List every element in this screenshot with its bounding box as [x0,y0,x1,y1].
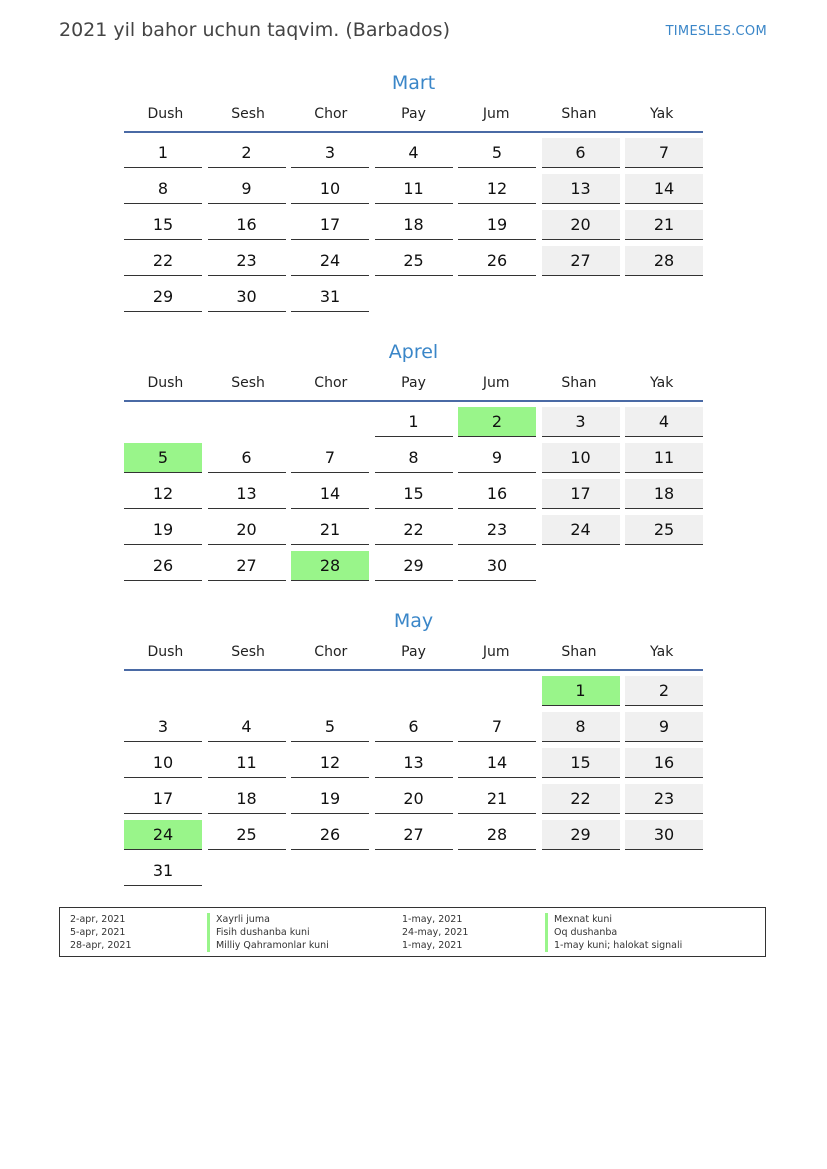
weekday-header [124,372,703,402]
day-cell: 27 [542,246,620,276]
day-cell: 15 [124,210,202,240]
day-cell: 5 [291,712,369,742]
day-cell: 18 [625,479,703,509]
day-cell: 17 [291,210,369,240]
legend-holiday-name: Milliy Qahramonlar kuni [207,939,329,952]
month-block [124,608,703,892]
day-cell: 25 [375,246,453,276]
day-cell: 27 [208,551,286,581]
day-cell: 1 [375,407,453,437]
day-cell: 20 [542,210,620,240]
day-cell: 10 [291,174,369,204]
day-cell: 2 [625,676,703,706]
day-cell: 12 [458,174,536,204]
weekday-label: Sesh [231,644,265,660]
day-cell: 4 [375,138,453,168]
day-cell: 19 [291,784,369,814]
weekday-header [124,641,703,671]
weekday-label: Dush [147,644,184,660]
empty-cell [375,676,453,706]
legend-date: 24-may, 2021 [402,927,469,938]
day-cell: 14 [458,748,536,778]
day-cell: 16 [625,748,703,778]
day-cell: 31 [124,856,202,886]
day-cell: 13 [208,479,286,509]
legend-holiday-name: 1-may kuni; halokat signali [545,939,682,952]
day-cell: 30 [458,551,536,581]
day-cell: 19 [458,210,536,240]
page-title: 2021 yil bahor uchun taqvim. (Barbados) [59,19,450,41]
day-cell: 9 [458,443,536,473]
brand-link[interactable]: TIMESLES.COM [665,24,767,39]
day-cell: 23 [458,515,536,545]
day-cell: 10 [542,443,620,473]
day-cell: 8 [375,443,453,473]
day-cell: 11 [375,174,453,204]
day-cell: 2 [208,138,286,168]
month-title: Aprel [388,341,439,363]
day-grid [124,138,703,318]
day-cell: 14 [625,174,703,204]
day-cell: 16 [458,479,536,509]
weekday-header [124,103,703,133]
day-cell: 13 [542,174,620,204]
holiday-day-cell: 5 [124,443,202,473]
weekday-label: Jum [482,644,510,660]
day-cell: 28 [625,246,703,276]
legend-date: 1-may, 2021 [402,940,463,951]
legend-names-right [545,913,682,952]
month-block [124,339,703,587]
day-cell: 15 [542,748,620,778]
day-cell: 15 [375,479,453,509]
day-cell: 11 [208,748,286,778]
day-cell: 8 [542,712,620,742]
day-cell: 23 [208,246,286,276]
day-cell: 20 [375,784,453,814]
day-cell: 24 [291,246,369,276]
day-cell: 14 [291,479,369,509]
weekday-label: Yak [650,375,674,391]
holiday-day-cell: 24 [124,820,202,850]
day-cell: 6 [375,712,453,742]
day-cell: 30 [625,820,703,850]
day-cell: 4 [625,407,703,437]
day-cell: 21 [291,515,369,545]
day-cell: 7 [458,712,536,742]
weekday-label: Sesh [231,375,265,391]
day-cell: 29 [375,551,453,581]
legend-names-left [207,913,329,952]
day-cell: 29 [124,282,202,312]
day-cell: 20 [208,515,286,545]
empty-cell [208,407,286,437]
day-cell: 7 [625,138,703,168]
weekday-label: Pay [401,375,426,391]
month-block [124,70,703,318]
day-cell: 31 [291,282,369,312]
day-cell: 21 [458,784,536,814]
day-cell: 17 [124,784,202,814]
day-cell: 3 [124,712,202,742]
weekday-label: Dush [147,106,184,122]
legend-dates-right [402,913,468,952]
day-cell: 3 [542,407,620,437]
legend-date: 2-apr, 2021 [70,914,126,925]
holiday-day-cell: 1 [542,676,620,706]
day-cell: 19 [124,515,202,545]
empty-cell [124,407,202,437]
weekday-label: Shan [561,106,597,122]
day-cell: 25 [208,820,286,850]
day-cell: 9 [208,174,286,204]
weekday-label: Shan [561,644,597,660]
day-cell: 23 [625,784,703,814]
weekday-label: Shan [561,375,597,391]
weekday-label: Sesh [231,106,265,122]
day-cell: 12 [291,748,369,778]
day-cell: 18 [208,784,286,814]
weekday-label: Chor [314,375,348,391]
holiday-legend [59,907,766,957]
month-title: May [393,610,434,632]
legend-date: 28-apr, 2021 [70,940,132,951]
day-cell: 6 [542,138,620,168]
weekday-label: Jum [482,106,510,122]
day-cell: 12 [124,479,202,509]
day-cell: 16 [208,210,286,240]
month-title: Mart [391,72,436,94]
day-cell: 30 [208,282,286,312]
day-cell: 26 [291,820,369,850]
day-grid [124,407,703,587]
legend-holiday-name: Mexnat kuni [545,913,682,926]
empty-cell [458,676,536,706]
day-cell: 5 [458,138,536,168]
day-cell: 7 [291,443,369,473]
day-cell: 27 [375,820,453,850]
legend-holiday-name: Fisih dushanba kuni [207,926,329,939]
day-cell: 1 [124,138,202,168]
day-cell: 22 [375,515,453,545]
day-cell: 11 [625,443,703,473]
legend-dates-left [70,913,132,952]
day-cell: 22 [542,784,620,814]
day-cell: 6 [208,443,286,473]
legend-date: 1-may, 2021 [402,914,463,925]
weekday-label: Yak [650,106,674,122]
day-cell: 21 [625,210,703,240]
holiday-day-cell: 2 [458,407,536,437]
holiday-day-cell: 28 [291,551,369,581]
day-cell: 26 [458,246,536,276]
empty-cell [124,676,202,706]
weekday-label: Yak [650,644,674,660]
day-cell: 22 [124,246,202,276]
weekday-label: Jum [482,375,510,391]
empty-cell [208,676,286,706]
day-cell: 8 [124,174,202,204]
weekday-label: Dush [147,375,184,391]
weekday-label: Chor [314,106,348,122]
day-cell: 29 [542,820,620,850]
day-cell: 17 [542,479,620,509]
day-cell: 26 [124,551,202,581]
day-cell: 25 [625,515,703,545]
weekday-label: Chor [314,644,348,660]
day-cell: 28 [458,820,536,850]
legend-date: 5-apr, 2021 [70,927,126,938]
day-cell: 9 [625,712,703,742]
weekday-label: Pay [401,106,426,122]
day-cell: 10 [124,748,202,778]
weekday-label: Pay [401,644,426,660]
day-grid [124,676,703,892]
legend-holiday-name: Oq dushanba [545,926,682,939]
day-cell: 13 [375,748,453,778]
day-cell: 4 [208,712,286,742]
empty-cell [291,407,369,437]
day-cell: 3 [291,138,369,168]
day-cell: 24 [542,515,620,545]
day-cell: 18 [375,210,453,240]
legend-holiday-name: Xayrli juma [207,913,329,926]
empty-cell [291,676,369,706]
